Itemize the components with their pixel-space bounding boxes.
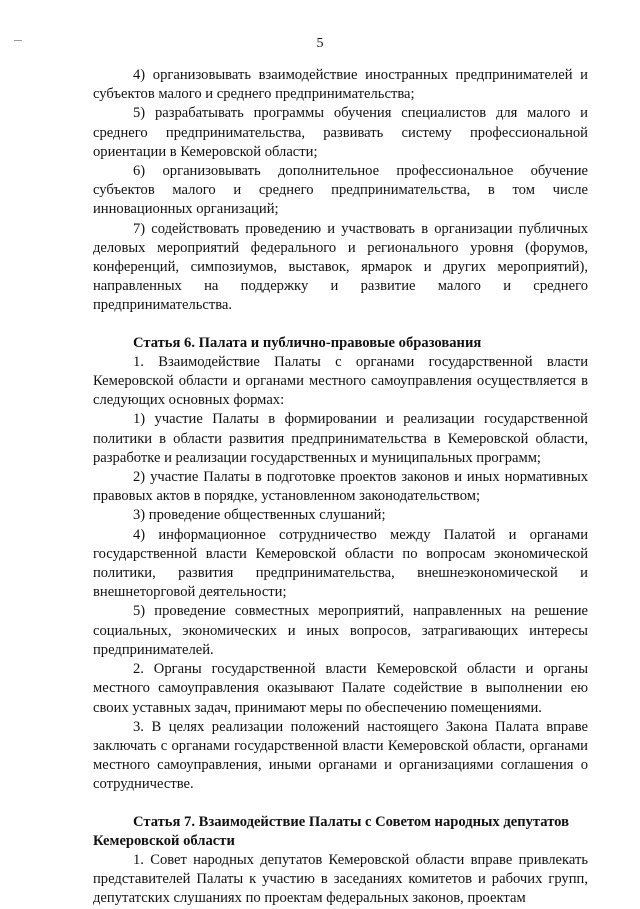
paragraph: 4) организовывать взаимодействие иностранных предпринимателей и субъектов малого и среднего предпринимательства; xyxy=(93,67,588,103)
paragraph: 5) проведение совместных мероприятий, направленных на решение социальных, экономических и иных вопросов, затрагивающих интересы предпринимателей. xyxy=(93,603,588,658)
paragraph: 6) организовывать дополнительное профессиональное обучение субъектов малого и среднего предпринимательства, в том числе инновационных организаций; xyxy=(93,163,588,218)
paragraph: 3. В целях реализации положений настоящего Закона Палата вправе заключать с органами государственной власти Кемеровской области, органами местного самоуправления, иными органами и организациями соглашения о сотрудничестве. xyxy=(93,718,588,793)
article-6-heading: Статья 6. Палата и публично-правовые образования xyxy=(133,334,482,351)
paragraph: 2) участие Палаты в подготовке проектов законов и иных нормативных правовых актов в порядке, установленном законодательством; xyxy=(93,469,588,505)
paragraph: 7) содействовать проведению и участвовать в организации публичных деловых мероприятий федерального и регионального уровня (форумов, конференций, симпозиумов, выставок, ярмарок и других мероприятий), направленных на поддержку и развитие малого и среднего предпринимательства. xyxy=(93,220,588,314)
document-body xyxy=(93,66,588,909)
paragraph: 2. Органы государственной власти Кемеровской области и органы местного самоуправления оказывают Палате содействие в выполнении ею своих уставных задач, принимают меры по обеспечению помещениями. xyxy=(93,661,588,716)
paragraph: 4) информационное сотрудничество между Палатой и органами государственной власти Кемеровской области по вопросам экономической политики, развития предпринимательства, внешнеэкономической и внешнеторговой деятельности; xyxy=(93,526,588,601)
paragraph: 1) участие Палаты в формировании и реализации государственной политики в области развития предпринимательства в Кемеровской области, разработке и реализации государственных и муниципальных программ; xyxy=(93,411,588,466)
paragraph: 1. Взаимодействие Палаты с органами государственной власти Кемеровской области и органами местного самоуправления осуществляется в следующих основных формах: xyxy=(93,353,588,409)
paragraph: 5) разрабатывать программы обучения специалистов для малого и среднего предпринимательства, развивать систему профессиональной ориентации в Кемеровской области; xyxy=(93,105,588,160)
paragraph: 1. Совет народных депутатов Кемеровской области вправе привлекать представителей Палаты к участию в заседаниях комитетов и рабочих групп, депутатских слушаниях по проектам федеральных законов, проектам xyxy=(93,851,588,907)
paragraph: 3) проведение общественных слушаний; xyxy=(133,507,386,524)
page-number: 5 xyxy=(316,36,324,51)
article-7-heading: Статья 7. Взаимодействие Палаты с Советом народных депутатов Кемеровской области xyxy=(93,813,569,849)
